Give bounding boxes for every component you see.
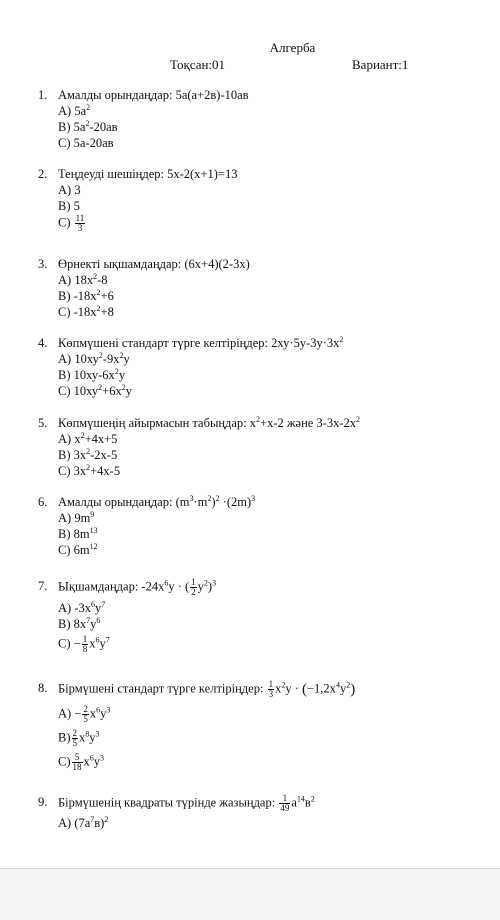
- subject-title: Алгерба: [269, 40, 316, 55]
- fraction: $\frac{1}{3}$: [268, 679, 274, 699]
- question-text: Өрнекті ықшамдаңдар: (6х+4)(2-3х): [58, 257, 250, 271]
- option-a: А) − $\frac{2}{5}$ $х^6у^3$: [58, 704, 111, 724]
- option-a: А) 3: [58, 183, 81, 197]
- option-b: В) $10ху-6х^2у$: [58, 367, 126, 382]
- option-a: А) $х^2+4х+5$: [58, 431, 118, 446]
- option-a: А) $(7а^7в)^2$: [58, 815, 109, 830]
- option-c: С) − $\frac{1}{8}$ $х^6у^7$: [58, 634, 110, 654]
- fraction: $\frac{2}{5}$: [72, 728, 77, 748]
- option-b: В) $8m^{13}$: [58, 526, 98, 541]
- fraction: $\frac{1}{2}$: [191, 577, 196, 597]
- question-text: Ықшамдаңдар: $-24х^6у$ · ( $\frac{1}{2}$ $у^2)^3$: [58, 577, 217, 597]
- option-b: В) 5: [58, 199, 80, 213]
- question-8: [38, 680, 355, 777]
- quarter-label: Тоқсан:01: [170, 57, 226, 72]
- option-a: А) $10ху^2-9х^2у$: [58, 351, 130, 366]
- question-number: 8.: [38, 681, 48, 695]
- option-b: В) $-18х^2+6$: [58, 288, 114, 303]
- question-number: 3.: [38, 257, 48, 271]
- question-text: Амалды орындаңдар: $(m^3\cdot m^2)^2 \cdot(2m)^3$: [58, 494, 256, 509]
- option-c: С) $\frac{11}{3}$: [58, 213, 85, 233]
- question-text: Көпмүшеңің айырмасын табыңдар: $х^2+х-2$ және $3-3х-2х^2$: [58, 415, 361, 430]
- question-number: 6.: [38, 495, 48, 509]
- question-number: 1.: [38, 88, 48, 102]
- option-c: С) $-18х^2+8$: [58, 304, 114, 319]
- question-text: Көпмүшені стандарт түрге келтіріңдер: $2ху\cdot 5у-3у\cdot 3х^2$: [58, 335, 344, 350]
- question-3: [38, 256, 250, 320]
- option-c: С) $3х^2+4х-5$: [58, 463, 121, 478]
- question-number: 7.: [38, 579, 48, 593]
- question-number: 9.: [38, 795, 48, 809]
- question-number: 5.: [38, 416, 48, 430]
- option-c: С) $10ху^2+6х^2у$: [58, 383, 132, 398]
- question-7: [38, 578, 216, 654]
- option-c: С) $6m^{12}$: [58, 542, 98, 557]
- option-a: А) $9m^9$: [58, 510, 95, 525]
- question-text: Теңдеуді шешіңдер: 5х-2(х+1)=13: [58, 167, 238, 181]
- option-a: А) $5а^2$: [58, 103, 91, 118]
- page-gap: [0, 869, 500, 920]
- option-a: А) $18х^2-8$: [58, 272, 108, 287]
- option-b: В) $8х^7у^6$: [58, 616, 101, 631]
- option-c: С) 5а-20ав: [58, 136, 114, 150]
- question-number: 4.: [38, 336, 48, 350]
- question-5: [38, 415, 360, 479]
- question-2: [38, 166, 237, 233]
- question-1: [38, 87, 249, 151]
- fraction: $\frac{5}{18}$: [72, 752, 82, 772]
- fraction: $\frac{11}{3}$: [75, 213, 85, 233]
- fraction: $\frac{1}{49}$: [280, 793, 290, 813]
- question-text: Бірмүшенің квадраты түрінде жазыңдар: $\frac{1}{49}$ $а^{14}в^2$: [58, 793, 315, 813]
- option-b: В) $3х^2-2х-5$: [58, 447, 118, 462]
- question-text: Амалды орындаңдар: 5а(а+2в)-10ав: [58, 88, 249, 102]
- question-number: 2.: [38, 167, 48, 181]
- option-c: С) $\frac{5}{18}$ $х^6у^3$: [58, 752, 104, 772]
- question-text: Бірмүшені стандарт түрге келтіріңдер: $\frac{1}{3}$ $х^2у \cdot (-1,2х^4у^2)$: [58, 679, 356, 699]
- question-9: [38, 794, 315, 831]
- option-b: В) $\frac{2}{5}$ $х^8у^3$: [58, 728, 100, 748]
- option-a: А) $-3х^6у^7$: [58, 600, 106, 615]
- variant-label: Вариант:1: [352, 57, 409, 72]
- fraction: $\frac{1}{8}$: [82, 634, 88, 654]
- option-b: В) $5а^2-20ав$: [58, 119, 118, 134]
- question-4: [38, 335, 343, 399]
- fraction: $\frac{2}{5}$: [83, 704, 88, 724]
- question-6: [38, 494, 255, 558]
